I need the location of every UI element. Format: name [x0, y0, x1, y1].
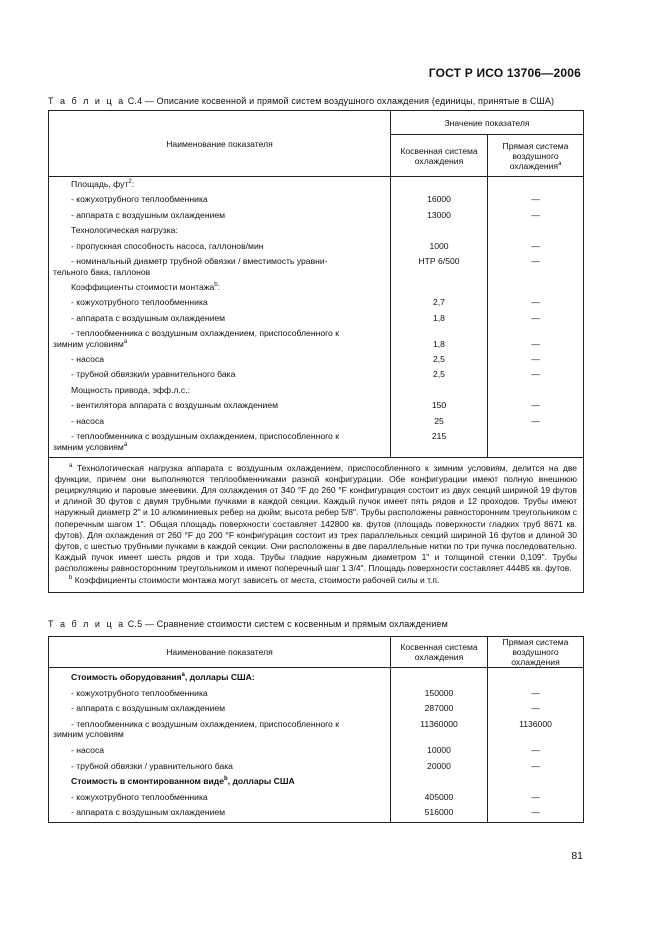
coef-group-label: Коэффициенты стоимости монтажа$^b$: — [71, 281, 220, 292]
table-c4-direct-column — [488, 177, 584, 458]
table-row-label: - аппарата с воздушным охлаждением — [71, 312, 226, 323]
table-cell-value: — — [531, 744, 540, 755]
table-cell-value: 1000 — [429, 240, 449, 251]
table-cell-value: — — [531, 240, 540, 251]
table-cell-value: 287000 — [424, 703, 454, 714]
table-cell-value: 10000 — [427, 744, 451, 755]
tech-load-group-label: Технологическая нагрузка: — [71, 225, 178, 236]
table-cell-value: — — [531, 194, 540, 205]
table-c4-col-name-header: Наименование показателя — [49, 111, 391, 177]
table-row-label: - трубной обвязки/и уравнительного бака — [71, 369, 236, 380]
table-cell-value: 2,5 — [433, 354, 445, 365]
table-row-label: - трубной обвязки / уравнительного бака — [71, 760, 233, 771]
table-cell-value: 2,7 — [433, 297, 445, 308]
mounted-cost-group-label: Стоимость в смонтированном виде$^b$, доллары США — [71, 776, 295, 787]
document-code: ГОСТ Р ИСО 13706—2006 — [428, 66, 581, 80]
table-row-label: - кожухотрубного теплообменника — [71, 791, 208, 802]
table-c4-col-direct-header: Прямая система воздушного охлаждения$^a$ — [488, 135, 584, 177]
table-row-label-cont: тельного бака, галлонов — [53, 266, 151, 277]
table-c5 — [48, 636, 584, 823]
table-cell-value: 13000 — [427, 209, 451, 220]
table-c4-footnotes — [49, 457, 584, 592]
footnote-b: $^b$ Коэффициенты стоимости монтажа могут зависеть от места, стоимости рабочей силы и т.п. — [69, 574, 440, 585]
table-row-label: - аппарата с воздушным охлаждением — [71, 703, 226, 714]
power-group-label: Мощность привода, эфф.л.с.: — [71, 384, 190, 395]
table-cell-value: 150 — [431, 400, 447, 411]
table-cell-value: 516000 — [424, 807, 454, 818]
table-cell-value: — — [531, 369, 540, 380]
table-cell-value: 1,8 — [433, 312, 445, 323]
table-cell-value: НТР 6/500 — [418, 255, 460, 266]
table-c5-col-name-header: Наименование показателя — [49, 637, 391, 668]
table-row-label: - аппарата с воздушным охлаждением — [71, 209, 226, 220]
table-row-label: - теплообменника с воздушным охлаждением, приспособленного к — [71, 328, 339, 339]
table-c5-caption — [48, 619, 448, 629]
table-cell-value: — — [531, 791, 540, 802]
table-cell-value: 405000 — [424, 791, 454, 802]
table-c5-col-direct-header: Прямая система воздушного охлаждения — [488, 637, 584, 668]
table-row-label-cont: зимним условиям$^a$ — [53, 338, 128, 349]
table-c4-col-indirect-header: Косвенная система охлаждения — [391, 135, 488, 177]
table-row-label: - номинальный диаметр трубной обвязки / вместимость уравни- — [71, 255, 328, 266]
table-row-label: - кожухотрубного теплообменника — [71, 687, 208, 698]
table-row-label: - теплообменника с воздушным охлаждением, приспособленного к — [71, 431, 339, 442]
table-cell-value: 150000 — [424, 687, 454, 698]
table-cell-value: — — [531, 400, 540, 411]
table-c5-col-indirect-header: Косвенная система охлаждения — [391, 637, 488, 668]
table-cell-value: — — [531, 415, 540, 426]
table-c4-caption — [48, 96, 554, 106]
table-cell-value: 2,5 — [433, 369, 445, 380]
table-row-label-cont: зимним условиям — [53, 729, 124, 740]
table-row-label: - вентилятора аппарата с воздушным охлаждением — [71, 400, 279, 411]
table-row-label: - насоса — [71, 415, 105, 426]
table-cell-value: 1,8 — [433, 338, 445, 349]
equipment-cost-group-label: Стоимость оборудования$^a$, доллары США: — [71, 672, 255, 682]
table-row-label: - теплообменника с воздушным охлаждением, приспособленного к — [71, 718, 339, 729]
table-c5-caption-label: Т а б л и ц а — [48, 619, 126, 629]
table-cell-value: — — [531, 760, 540, 771]
table-c4-caption-text: С.4 — Описание косвенной и прямой систем воздушного охлаждения (единицы, принятые в США) — [127, 96, 555, 106]
table-c5-names-column — [49, 668, 391, 823]
table-row-label: - кожухотрубного теплообменника — [71, 194, 208, 205]
table-cell-value: 1136000 — [519, 718, 552, 729]
table-c4-indirect-column — [391, 177, 488, 458]
table-cell-value: 16000 — [427, 194, 451, 205]
table-cell-value: — — [531, 338, 540, 349]
table-cell-value: — — [531, 687, 540, 698]
table-row-label: - кожухотрубного теплообменника — [71, 297, 208, 308]
table-row-label: - насоса — [71, 354, 105, 365]
footnote-a: $^a$ Технологическая нагрузка аппарата с воздушным охлаждением, приспособленного к зимним условиям, делится на две функции, причем они выполняются теплообменниками разной конфигурации. Обе конфигурации имеют полную внешнюю рециркуляцию и паровые змеевики. Для охлаждения от 340 °F до 260 °F конфигурация состоит из двух секций шириной 19 футов и длиной 30 футов с двумя трубными пучками в каждой секции. Каждый пучок имеет пять рядов и 12 проходов. Трубы имеют наружный диаметр 2" и 10 алюминиевых ребер на дюйм; высота ребер 5/8". Трубы расположены равносторонним треугольником с поперечным шагом 1". Общая площадь поверхности составляет 142800 кв. футов (площадь поверхности гладких труб 8671 кв. футов). Для охлаждения от 260 °F до 200 °F конфигурация состоит из трех параллельных секций шириной 16 футов и длиной 30 футов, с шестью трубными пучками в каждой секции. Они расположены в две параллельные нитки по три пучка последовательно. Каждый пучок имеет шесть рядов и три хода. Трубы гладкие наружным диаметром 1" и толщиной стенки 0,109". Трубы расположены равносторонним треугольником и имеют поперечный шаг 1 3/4". Площадь поверхности составляет 44485 кв. футов. — [55, 462, 577, 574]
table-cell-value — [488, 431, 583, 442]
table-cell-value: — — [531, 255, 540, 266]
table-row-label-cont: зимним условиям$^a$ — [53, 441, 128, 452]
table-cell-value: — — [531, 312, 540, 323]
table-cell-value: — — [531, 354, 540, 365]
table-c4 — [48, 110, 584, 593]
table-row-label: - насоса — [71, 744, 105, 755]
table-c5-indirect-column — [391, 668, 488, 823]
table-c4-names-column — [49, 177, 391, 458]
table-cell-value: — — [531, 297, 540, 308]
page-number: 81 — [571, 850, 583, 862]
table-cell-value: 20000 — [427, 760, 451, 771]
area-group-label: Площадь, фут$^2$: — [71, 179, 135, 189]
table-cell-value: 215 — [431, 431, 447, 442]
table-cell-value: — — [531, 209, 540, 220]
table-c5-direct-column — [488, 668, 584, 823]
table-c4-caption-label: Т а б л и ц а — [48, 96, 126, 106]
table-row-label: - пропускная способность насоса, галлонов/мин — [71, 240, 264, 251]
table-row-label: - аппарата с воздушным охлаждением — [71, 807, 226, 818]
table-c4-col-group-header: Значение показателя — [391, 111, 584, 135]
table-cell-value: — — [531, 807, 540, 818]
table-c5-caption-text: С.5 — Сравнение стоимости систем с косвенным и прямым охлаждением — [127, 619, 448, 629]
table-cell-value: 25 — [434, 415, 444, 426]
table-cell-value: 11360000 — [420, 718, 458, 729]
table-cell-value: — — [531, 703, 540, 714]
